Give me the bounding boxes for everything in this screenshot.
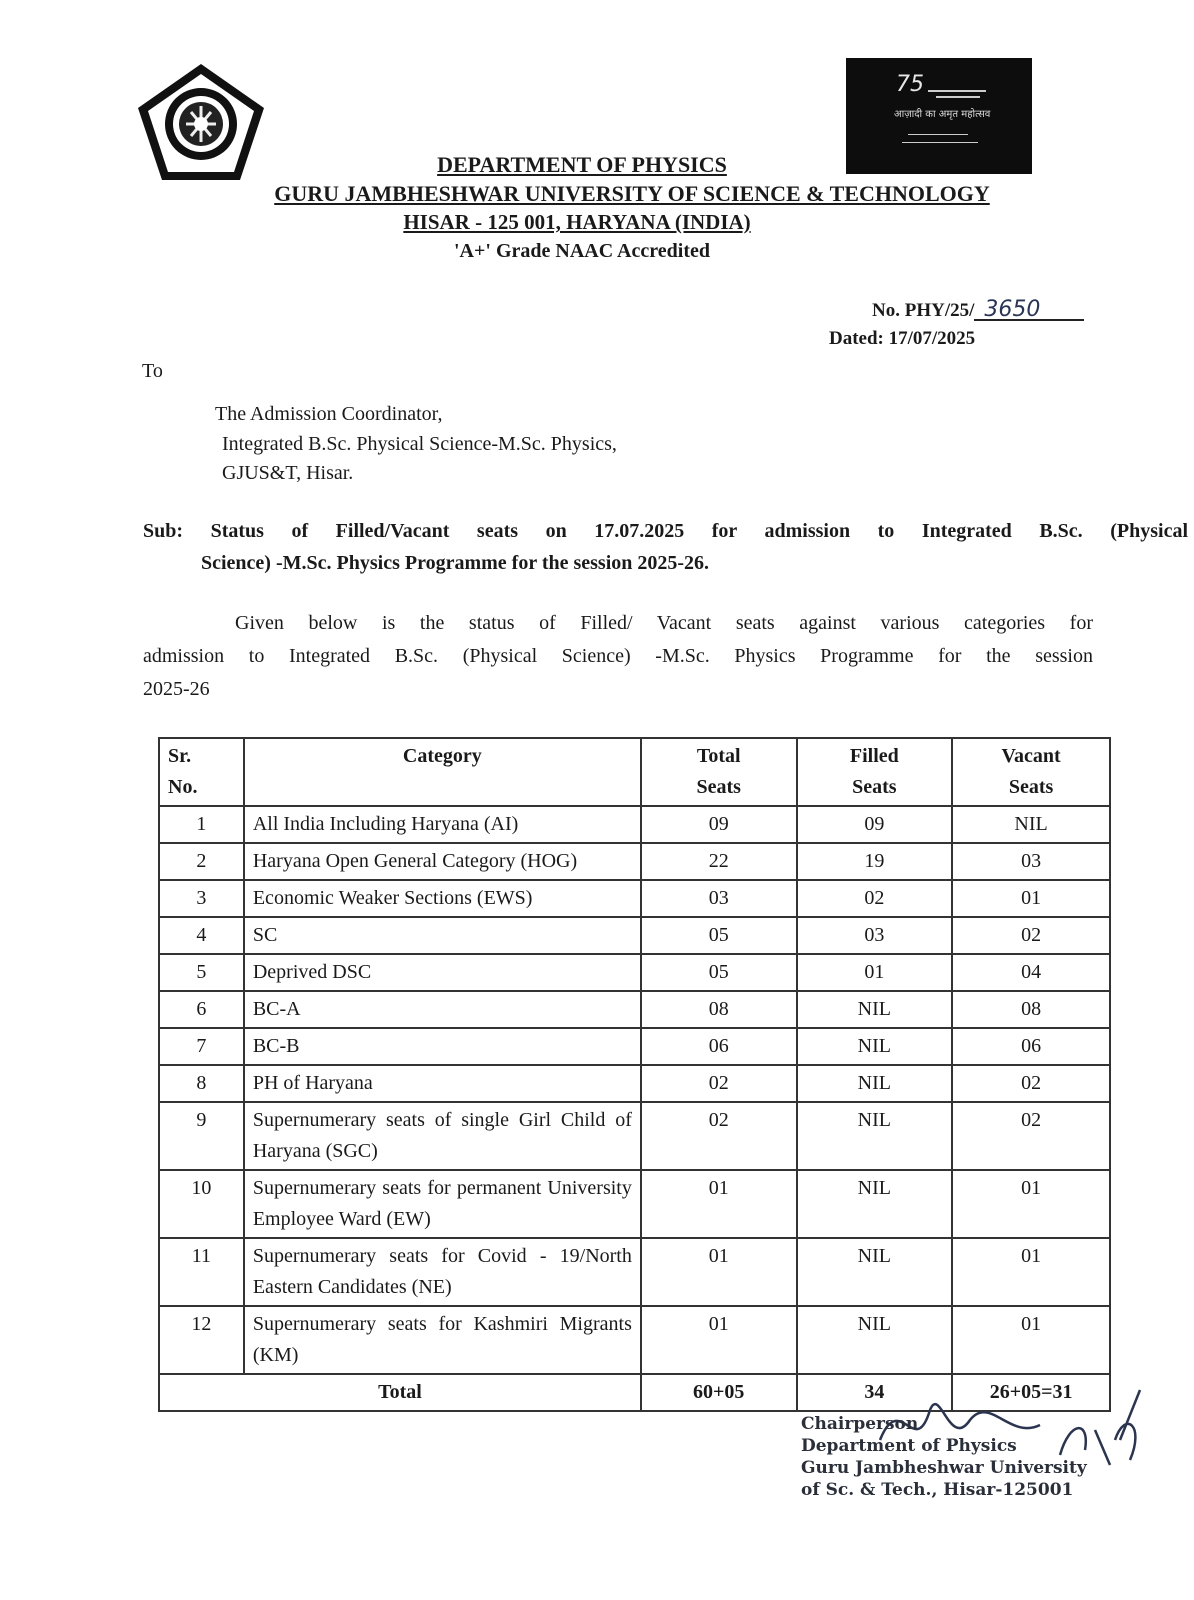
- cell-total: 05: [641, 917, 797, 954]
- cell-filled: NIL: [797, 1306, 953, 1374]
- cell-vacant: 04: [952, 954, 1110, 991]
- cell-sr: 1: [159, 806, 244, 843]
- department-title: DEPARTMENT OF PHYSICS: [437, 152, 727, 177]
- signature-line: Department of Physics: [801, 1436, 1017, 1456]
- cell-sr: 6: [159, 991, 244, 1028]
- table-row: [159, 843, 1110, 880]
- cell-filled: NIL: [797, 991, 953, 1028]
- cell-vacant: 02: [952, 1065, 1110, 1102]
- cell-sr: 12: [159, 1306, 244, 1374]
- azadi-75-text: 75: [896, 72, 924, 97]
- body-paragraph: [143, 607, 1093, 706]
- signature-stamp: [801, 1413, 1087, 1501]
- cell-category: All India Including Haryana (AI): [244, 806, 641, 843]
- cell-category: PH of Haryana: [244, 1065, 641, 1102]
- cell-category: Haryana Open General Category (HOG): [244, 843, 641, 880]
- subject-line-1: [143, 515, 1188, 547]
- emblem-stripe: [908, 134, 968, 135]
- table-row: [159, 1306, 1110, 1374]
- cell-sr: 9: [159, 1102, 244, 1170]
- to-label: To: [142, 360, 163, 382]
- body-line: 2025-26: [143, 678, 210, 700]
- header-filled-seats: Filled Seats: [797, 738, 953, 806]
- cell-sr: 7: [159, 1028, 244, 1065]
- cell-total: 02: [641, 1065, 797, 1102]
- cell-sr: 3: [159, 880, 244, 917]
- cell-filled: NIL: [797, 1170, 953, 1238]
- cell-total: 03: [641, 880, 797, 917]
- cell-category: BC-B: [244, 1028, 641, 1065]
- cell-category: Supernumerary seats for Kashmiri Migrants (KM): [244, 1306, 641, 1374]
- cell-vacant: NIL: [952, 806, 1110, 843]
- total-vacant: 26+05=31: [952, 1374, 1110, 1411]
- cell-vacant: 01: [952, 1238, 1110, 1306]
- letter-date: Dated: 17/07/2025: [829, 328, 976, 349]
- table-row: [159, 1028, 1110, 1065]
- total-filled: 34: [797, 1374, 953, 1411]
- cell-vacant: 02: [952, 1102, 1110, 1170]
- cell-sr: 4: [159, 917, 244, 954]
- total-label: Total: [159, 1374, 641, 1411]
- cell-category: Supernumerary seats for Covid - 19/North Eastern Candidates (NE): [244, 1238, 641, 1306]
- cell-sr: 2: [159, 843, 244, 880]
- cell-total: 02: [641, 1102, 797, 1170]
- cell-total: 05: [641, 954, 797, 991]
- emblem-stripe: [902, 142, 978, 143]
- reference-handwritten-number: 3650: [974, 301, 1084, 321]
- body-line: Given below is the status of Filled/ Vacant seats against various categories for: [235, 612, 1093, 634]
- cell-total: 22: [641, 843, 797, 880]
- cell-vacant: 06: [952, 1028, 1110, 1065]
- cell-vacant: 03: [952, 843, 1110, 880]
- emblem-stripe: [928, 90, 986, 92]
- header-total-seats: Total Seats: [641, 738, 797, 806]
- seat-status-table: [158, 737, 1111, 1412]
- cell-total: 01: [641, 1170, 797, 1238]
- cell-vacant: 08: [952, 991, 1110, 1028]
- cell-total: 08: [641, 991, 797, 1028]
- subject-label: Sub:: [143, 520, 184, 542]
- cell-filled: 09: [797, 806, 953, 843]
- university-address: HISAR - 125 001, HARYANA (INDIA): [403, 210, 751, 234]
- table-row: [159, 1170, 1110, 1238]
- header-vacant-seats: Vacant Seats: [952, 738, 1110, 806]
- total-seats: 60+05: [641, 1374, 797, 1411]
- reference-number: [872, 297, 1084, 322]
- table-row: [159, 880, 1110, 917]
- cell-category: Supernumerary seats for permanent University Employee Ward (EW): [244, 1170, 641, 1238]
- cell-filled: 01: [797, 954, 953, 991]
- cell-filled: NIL: [797, 1102, 953, 1170]
- cell-sr: 11: [159, 1238, 244, 1306]
- cell-filled: NIL: [797, 1238, 953, 1306]
- cell-vacant: 01: [952, 880, 1110, 917]
- signature-line: Chairperson: [801, 1414, 919, 1434]
- university-title: GURU JAMBHESHWAR UNIVERSITY OF SCIENCE & TECHNOLOGY: [274, 181, 990, 206]
- cell-category: SC: [244, 917, 641, 954]
- body-line: admission to Integrated B.Sc. (Physical Science) -M.Sc. Physics Programme for the session: [143, 645, 1093, 667]
- cell-category: Deprived DSC: [244, 954, 641, 991]
- recipient-line: GJUS&T, Hisar.: [222, 462, 354, 484]
- table-row: [159, 917, 1110, 954]
- cell-vacant: 02: [952, 917, 1110, 954]
- table-row: [159, 991, 1110, 1028]
- emblem-stripe: [936, 96, 980, 98]
- cell-total: 01: [641, 1238, 797, 1306]
- table-header-row: [159, 738, 1110, 806]
- cell-category: Economic Weaker Sections (EWS): [244, 880, 641, 917]
- recipient-line: Integrated B.Sc. Physical Science-M.Sc. Physics,: [222, 433, 617, 455]
- cell-filled: NIL: [797, 1065, 953, 1102]
- cell-sr: 5: [159, 954, 244, 991]
- recipient-line: The Admission Coordinator,: [215, 403, 443, 425]
- cell-total: 06: [641, 1028, 797, 1065]
- cell-vacant: 01: [952, 1170, 1110, 1238]
- cell-category: BC-A: [244, 991, 641, 1028]
- subject-text: Status of Filled/Vacant seats on 17.07.2025 for admission to Integrated B.Sc. (Physical: [210, 520, 1188, 542]
- subject-block: [143, 515, 1188, 579]
- table-row: [159, 806, 1110, 843]
- subject-line-2: Science) -M.Sc. Physics Programme for the session 2025-26.: [201, 552, 710, 574]
- table-row: [159, 1065, 1110, 1102]
- cell-sr: 8: [159, 1065, 244, 1102]
- signature-line: Guru Jambheshwar University: [801, 1458, 1087, 1478]
- cell-total: 09: [641, 806, 797, 843]
- header-category: Category: [244, 738, 641, 806]
- cell-filled: NIL: [797, 1028, 953, 1065]
- signature-line: of Sc. & Tech., Hisar-125001: [801, 1480, 1074, 1500]
- cell-vacant: 01: [952, 1306, 1110, 1374]
- cell-filled: 19: [797, 843, 953, 880]
- azadi-caption: आज़ादी का अमृत महोत्सव: [894, 109, 991, 120]
- table-row: [159, 1102, 1110, 1170]
- header-sr-no: Sr. No.: [159, 738, 244, 806]
- cell-category: Supernumerary seats of single Girl Child of Haryana (SGC): [244, 1102, 641, 1170]
- accreditation-line: 'A+' Grade NAAC Accredited: [454, 240, 710, 262]
- cell-total: 01: [641, 1306, 797, 1374]
- cell-filled: 02: [797, 880, 953, 917]
- table-row: [159, 1238, 1110, 1306]
- reference-label: No. PHY/25/: [872, 300, 975, 321]
- cell-filled: 03: [797, 917, 953, 954]
- cell-sr: 10: [159, 1170, 244, 1238]
- table-row: [159, 954, 1110, 991]
